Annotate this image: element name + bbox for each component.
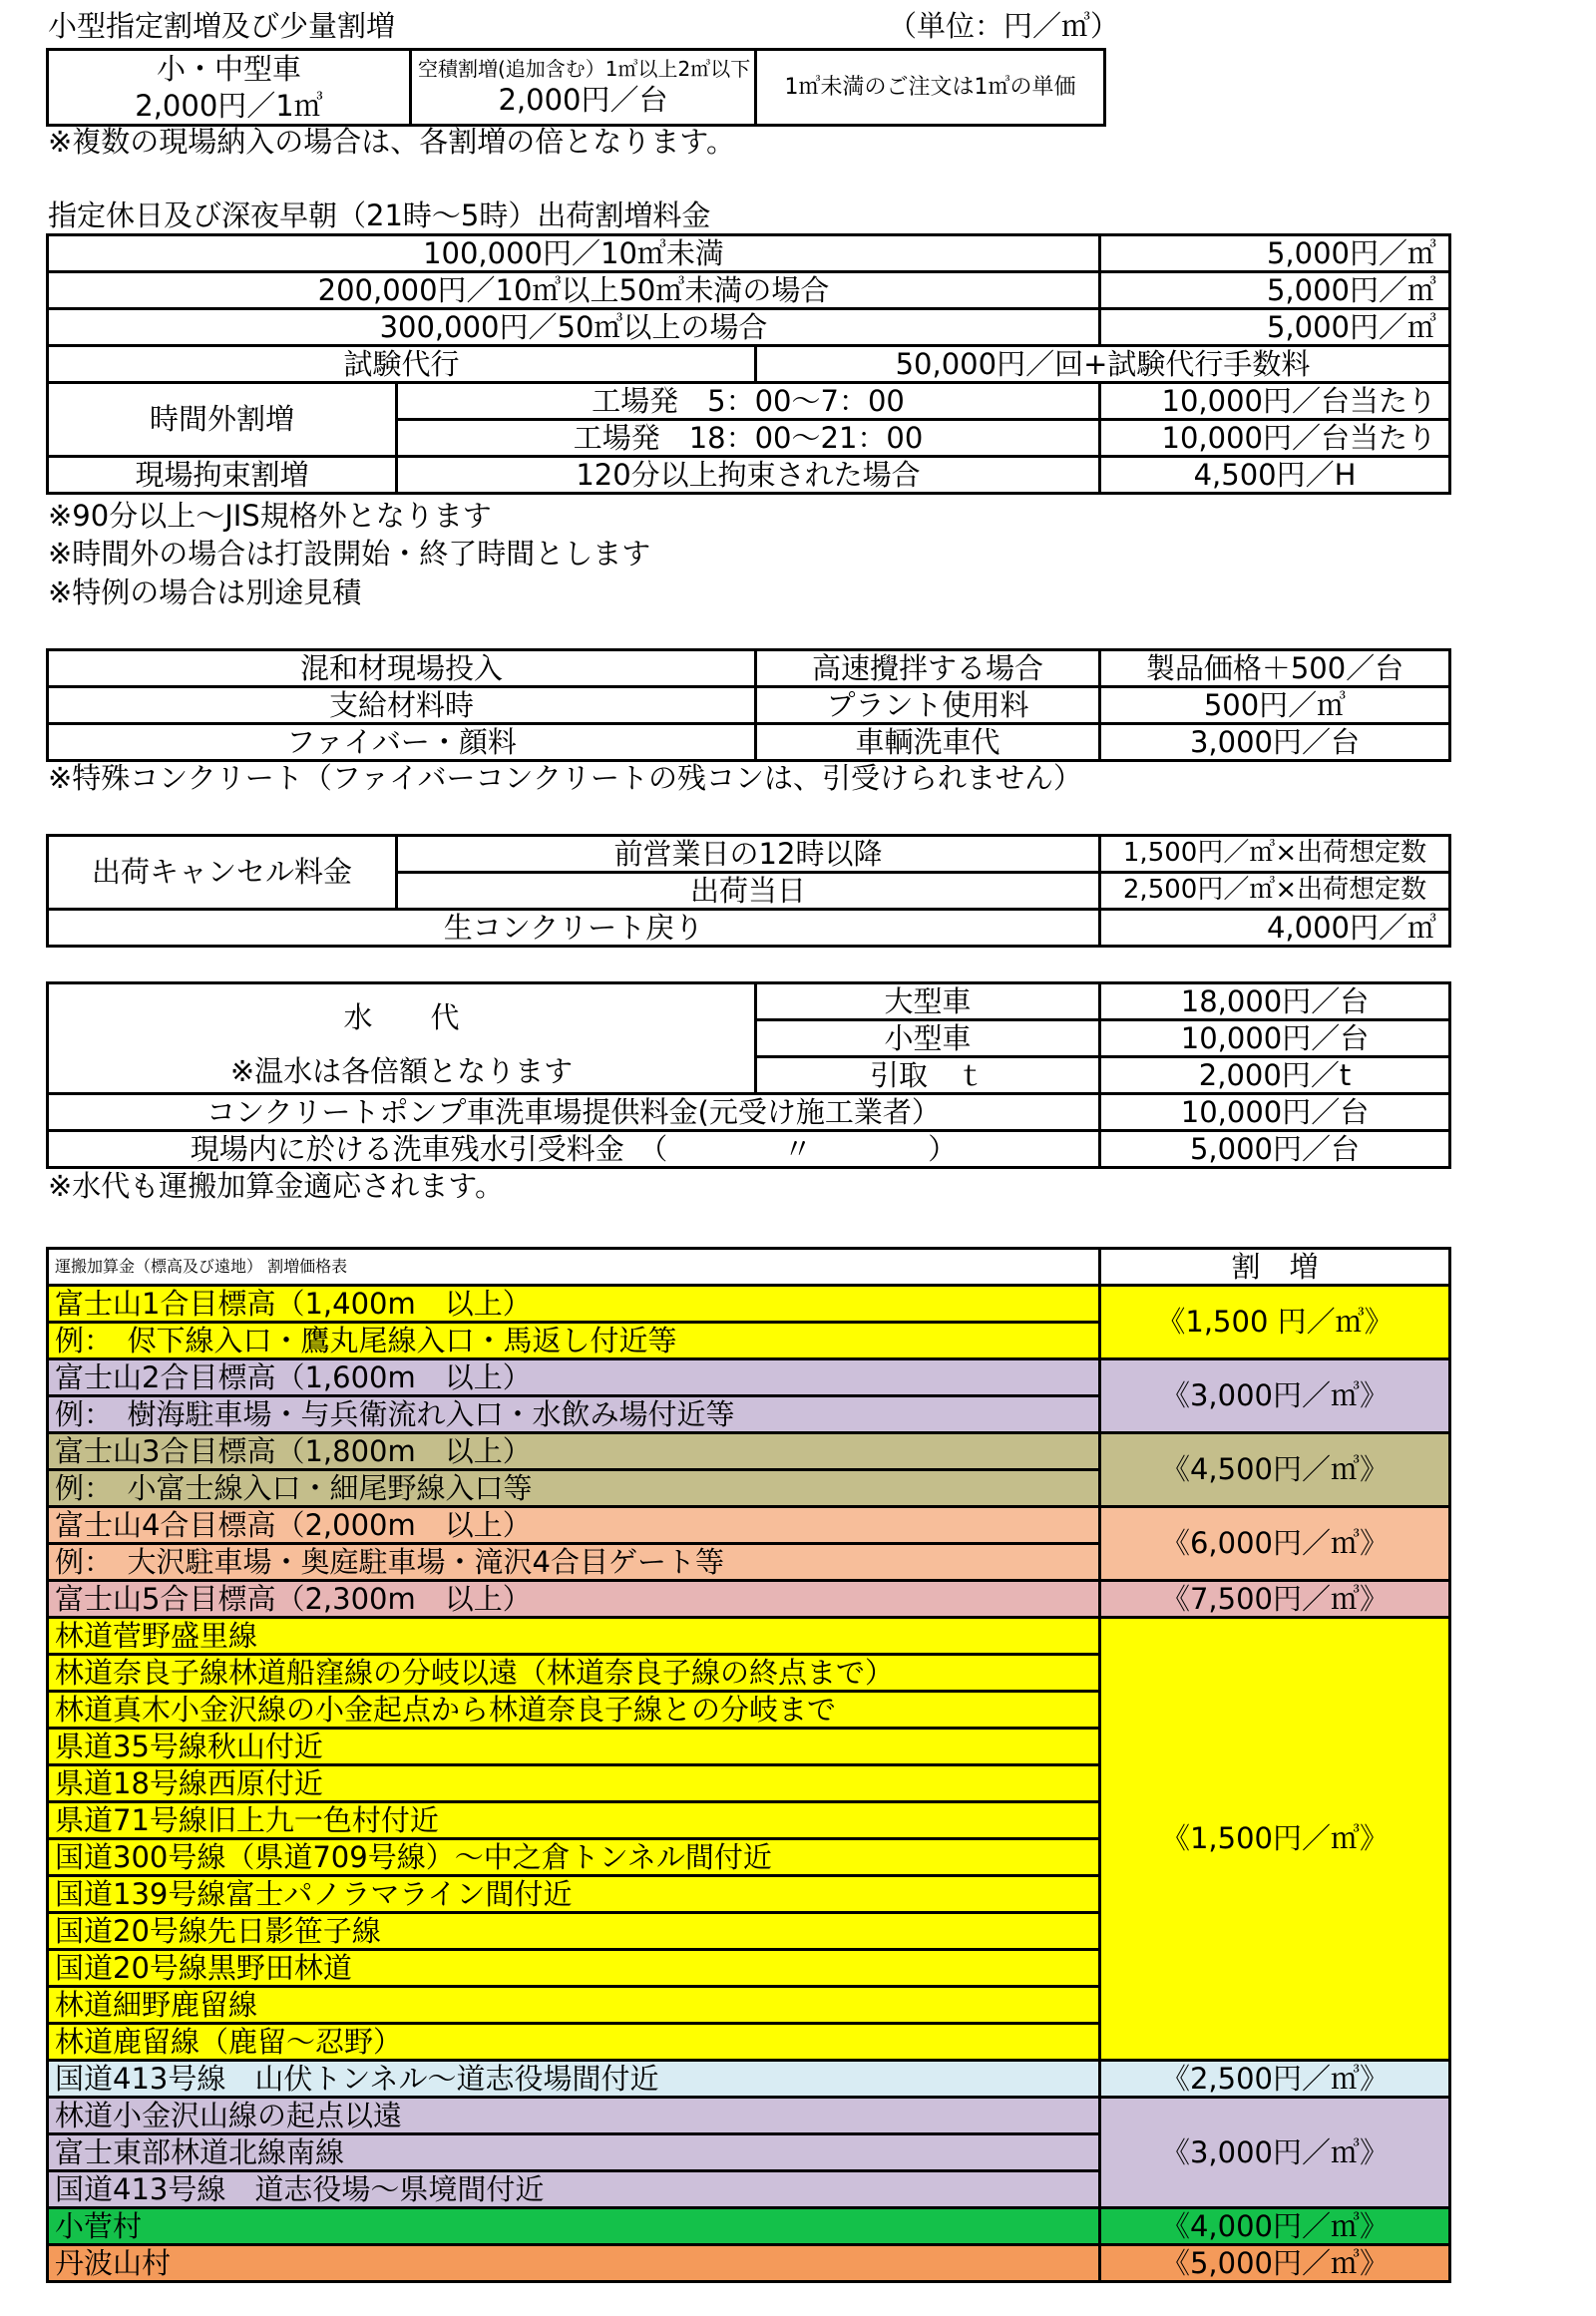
holiday-row-value: 5,000円／㎥ — [1100, 272, 1450, 309]
return-value: 4,000円／㎥ — [1100, 910, 1450, 947]
test-agency-label: 試験代行 — [48, 346, 756, 383]
cancel-fee-label: 出荷キャンセル料金 — [48, 836, 397, 910]
transport-row-label: 富士山2合目標高（1,600m 以上） — [48, 1359, 1100, 1396]
transport-row-label: 林道小金沢山線の起点以遠 — [48, 2098, 1100, 2134]
transport-surcharge-value: 《2,500円／㎥》 — [1100, 2061, 1450, 2098]
water-row-value: 10,000円／台 — [1100, 1020, 1450, 1057]
water-row-label: 大型車 — [756, 983, 1100, 1020]
empty-load-head: 空積割増(追加含む）1㎥以上2㎥以下 — [418, 56, 751, 81]
cancel-row-value: 1,500円／㎥×出荷想定数 — [1100, 836, 1450, 873]
transport-row-label: 林道奈良子線林道船窪線の分岐以遠（林道奈良子線の終点まで） — [48, 1655, 1100, 1692]
pump-wash-value: 10,000円／台 — [1100, 1094, 1450, 1131]
overtime-row-value: 10,000円／台当たり — [1100, 383, 1450, 420]
transport-row-label: 県道18号線西原付近 — [48, 1765, 1100, 1802]
transport-row-label: 例： 大沢駐車場・奥庭駐車場・滝沢4合目ゲート等 — [48, 1544, 1100, 1581]
section2-note: ※時間外の場合は打設開始・終了時間とします — [48, 537, 651, 571]
section2-note: ※90分以上～JIS規格外となります — [48, 499, 492, 533]
section3-note: ※特殊コンクリート（ファイバーコンクリートの残コンは、引受けられません） — [48, 761, 1082, 795]
residual-water-value: 5,000円／台 — [1100, 1131, 1450, 1168]
holiday-row-label: 300,000円／50㎥以上の場合 — [48, 309, 1100, 346]
admixture-cell: プラント使用料 — [756, 687, 1100, 724]
restraint-condition: 120分以上拘束された場合 — [397, 457, 1100, 494]
hot-water-note: ※温水は各倍額となります — [229, 1053, 574, 1088]
water-row-label: 引取 ｔ — [756, 1057, 1100, 1094]
transport-header-label: 運搬加算金（標高及び遠地） 割増価格表 — [48, 1249, 1100, 1286]
pump-wash-label: コンクリートポンプ車洗車場提供料金(元受け施工業者） — [48, 1094, 1100, 1131]
overtime-row-label: 工場発 5：00～7：00 — [397, 383, 1100, 420]
transport-header-value: 割 増 — [1100, 1249, 1450, 1286]
section1-title: 小型指定割増及び少量割増 — [48, 9, 396, 43]
overtime-row-value: 10,000円／台当たり — [1100, 420, 1450, 457]
small-truck-head: 小・中型車 — [156, 52, 301, 87]
water-fee-table — [46, 981, 1451, 1169]
transport-row-label: 林道細野鹿留線 — [48, 1987, 1100, 2024]
holiday-row-label: 100,000円／10㎥未満 — [48, 235, 1100, 272]
admixture-cell: 高速攪拌する場合 — [756, 650, 1100, 687]
transport-row-label: 丹波山村 — [48, 2245, 1100, 2282]
water-row-value: 18,000円／台 — [1100, 983, 1450, 1020]
admixture-cell: 車輌洗車代 — [756, 724, 1100, 761]
water-row-label: 小型車 — [756, 1020, 1100, 1057]
admixture-cell: 支給材料時 — [48, 687, 756, 724]
water-fee-cell — [48, 983, 756, 1094]
empty-load-value: 2,000円／台 — [498, 82, 668, 117]
admixture-cell: 混和材現場投入 — [48, 650, 756, 687]
transport-surcharge-value: 《3,000円／㎥》 — [1100, 1359, 1450, 1433]
holiday-row-value: 5,000円／㎥ — [1100, 235, 1450, 272]
transport-row-label: 富士山1合目標高（1,400m 以上） — [48, 1286, 1100, 1323]
admixture-table — [46, 648, 1451, 762]
transport-row-label: 富士山3合目標高（1,800m 以上） — [48, 1433, 1100, 1470]
return-label: 生コンクリート戻り — [48, 910, 1100, 947]
unit-label: （単位：円／㎥） — [888, 9, 1120, 43]
water-row-value: 2,000円／t — [1100, 1057, 1450, 1094]
transport-row-label: 林道真木小金沢線の小金起点から林道奈良子線との分岐まで — [48, 1692, 1100, 1729]
section2-title: 指定休日及び深夜早朝（21時～5時）出荷割増料金 — [48, 198, 711, 232]
transport-surcharge-value: 《1,500円／㎥》 — [1100, 1618, 1450, 2061]
holiday-surcharge-table — [46, 233, 1451, 495]
transport-row-label: 国道300号線（県道709号線）～中之倉トンネル間付近 — [48, 1839, 1100, 1876]
cancel-row-label: 前営業日の12時以降 — [397, 836, 1100, 873]
residual-water-label: 現場内に於ける洗車残水引受料金 （ 〃 ） — [48, 1131, 1100, 1168]
transport-row-label: 富士東部林道北線南線 — [48, 2134, 1100, 2171]
transport-row-label: 富士山5合目標高（2,300m 以上） — [48, 1581, 1100, 1618]
transport-row-label: 国道20号線先日影笹子線 — [48, 1913, 1100, 1950]
small-truck-cell — [48, 50, 411, 126]
transport-surcharge-value: 《5,000円／㎥》 — [1100, 2245, 1450, 2282]
transport-surcharge-value: 《1,500 円／㎥》 — [1100, 1286, 1450, 1359]
section2-note: ※特例の場合は別途見積 — [48, 576, 362, 609]
holiday-row-value: 5,000円／㎥ — [1100, 309, 1450, 346]
cancel-fee-table — [46, 834, 1451, 948]
transport-row-label: 国道413号線 山伏トンネル～道志役場間付近 — [48, 2061, 1100, 2098]
holiday-row-label: 200,000円／10㎥以上50㎥未満の場合 — [48, 272, 1100, 309]
transport-row-label: 林道鹿留線（鹿留～忍野） — [48, 2024, 1100, 2061]
restraint-label: 現場拘束割増 — [48, 457, 397, 494]
transport-row-label: 県道71号線旧上九一色村付近 — [48, 1802, 1100, 1839]
restraint-value: 4,500円／H — [1100, 457, 1450, 494]
transport-row-label: 小菅村 — [48, 2208, 1100, 2245]
transport-surcharge-value: 《6,000円／㎥》 — [1100, 1507, 1450, 1581]
empty-load-cell — [411, 50, 756, 126]
transport-surcharge-value: 《3,000円／㎥》 — [1100, 2098, 1450, 2208]
cancel-row-label: 出荷当日 — [397, 873, 1100, 910]
water-fee-label: 水 代 — [343, 1000, 460, 1034]
transport-row-label: 県道35号線秋山付近 — [48, 1729, 1100, 1765]
overtime-label: 時間外割増 — [48, 383, 397, 457]
small-truck-value: 2,000円／1㎥ — [135, 88, 323, 123]
admixture-cell: ファイバー・顔料 — [48, 724, 756, 761]
transport-surcharge-value: 《4,500円／㎥》 — [1100, 1433, 1450, 1507]
admixture-cell: 製品価格＋500／台 — [1100, 650, 1450, 687]
transport-row-label: 例： 樹海駐車場・与兵衛流れ入口・水飲み場付近等 — [48, 1396, 1100, 1433]
transport-surcharge-table — [46, 1247, 1451, 2283]
transport-row-label: 例： 小富士線入口・細尾野線入口等 — [48, 1470, 1100, 1507]
transport-row-label: 例： 侭下線入口・鷹丸尾線入口・馬返し付近等 — [48, 1323, 1100, 1359]
transport-row-label: 国道20号線黒野田林道 — [48, 1950, 1100, 1987]
overtime-row-label: 工場発 18：00～21：00 — [397, 420, 1100, 457]
under-1m3-note: 1㎥未満のご注文は1㎥の単価 — [756, 50, 1105, 126]
transport-surcharge-value: 《7,500円／㎥》 — [1100, 1581, 1450, 1618]
admixture-cell: 3,000円／台 — [1100, 724, 1450, 761]
cancel-row-value: 2,500円／㎥×出荷想定数 — [1100, 873, 1450, 910]
section1-note: ※複数の現場納入の場合は、各割増の倍となります。 — [48, 125, 735, 159]
transport-row-label: 林道菅野盛里線 — [48, 1618, 1100, 1655]
test-agency-value: 50,000円／回+試験代行手数料 — [756, 346, 1450, 383]
transport-row-label: 国道413号線 道志役場～県境間付近 — [48, 2171, 1100, 2208]
transport-row-label: 国道139号線富士パノラマライン間付近 — [48, 1876, 1100, 1913]
small-truck-table — [46, 48, 1106, 127]
admixture-cell: 500円／㎥ — [1100, 687, 1450, 724]
transport-surcharge-value: 《4,000円／㎥》 — [1100, 2208, 1450, 2245]
transport-row-label: 富士山4合目標高（2,000m 以上） — [48, 1507, 1100, 1544]
section5-note: ※水代も運搬加算金適応されます。 — [48, 1169, 504, 1203]
